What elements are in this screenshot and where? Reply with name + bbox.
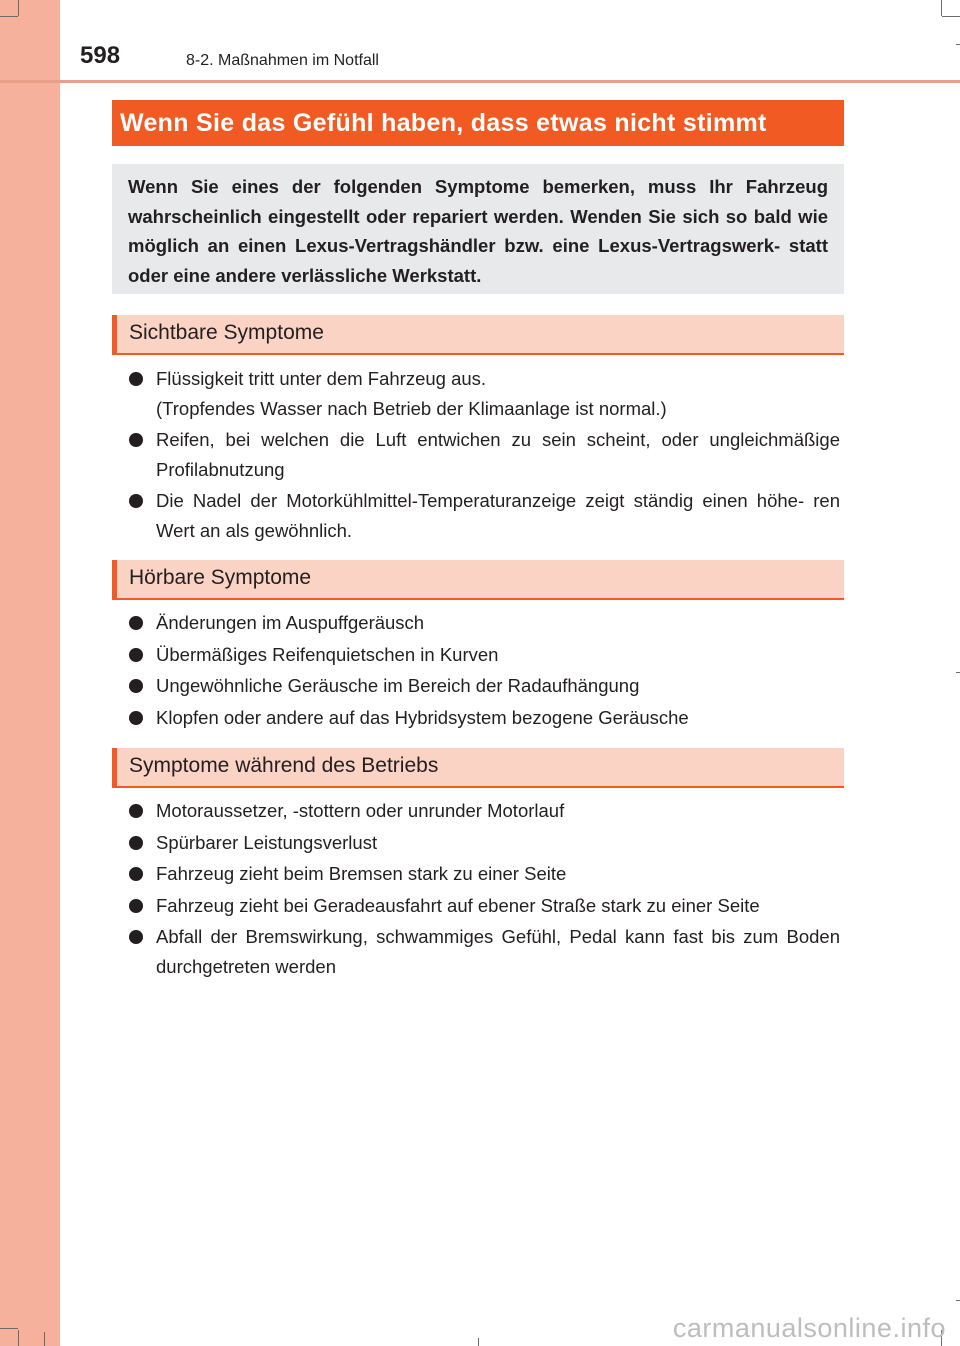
list-item: [128, 859, 840, 889]
section-heading-label: Sichtbare Symptome: [129, 321, 324, 344]
list-item: [128, 922, 840, 981]
item-text: Abfall der Bremswirkung, schwammiges Gefühl, Pedal kann fast bis zum Boden durchgetreten werden: [156, 926, 840, 977]
list-item: [128, 364, 840, 423]
bullet-icon: [129, 836, 143, 850]
crop-mark: [478, 1338, 479, 1346]
item-text: Übermäßiges Reifenquietschen in Kurven: [156, 643, 499, 665]
watermark-link[interactable]: carmanualsonline.info: [672, 1313, 946, 1343]
bullet-icon: [129, 494, 143, 508]
intro-box: [112, 164, 844, 294]
item-text: Änderungen im Auspuffgeräusch: [156, 612, 425, 633]
audible-symptoms-list: [128, 608, 840, 732]
bullet-icon: [129, 711, 143, 725]
visible-symptoms-list: [128, 364, 840, 545]
bullet-icon: [129, 648, 143, 662]
item-text: Ungewöhnliche Geräusche im Bereich der Radaufhängung: [156, 675, 640, 696]
crop-mark: [18, 0, 19, 16]
item-text: Fahrzeug zieht beim Bremsen stark zu einer Seite: [156, 863, 567, 884]
section-accent-bar: [112, 560, 117, 598]
section-heading-audible-symptoms: [112, 560, 844, 600]
crop-mark: [956, 44, 960, 45]
item-note: (Tropfendes Wasser nach Betrieb der Klimaanlage ist normal.): [156, 397, 667, 419]
crop-mark: [941, 0, 942, 16]
item-text: Die Nadel der Motorkühlmittel-Temperaturanzeige zeigt ständig einen höhe- ren Wert an als gewöhnlich.: [156, 490, 840, 541]
crop-mark: [0, 1328, 18, 1329]
list-item: [128, 486, 840, 545]
list-item: [128, 828, 840, 858]
list-item: [128, 703, 840, 733]
bullet-icon: [129, 899, 143, 913]
crop-mark: [18, 1330, 19, 1346]
intro-text: Wenn Sie eines der folgenden Symptome bemerken, muss Ihr Fahrzeug wahrscheinlich eingestellt oder repariert werden. Wenden Sie sich so bald wie möglich an einen Lexus-Vertragshändler bzw. eine Lexus-Vertragswerk- statt oder eine andere verlässliche Werkstatt.: [128, 176, 828, 286]
crop-mark: [44, 1332, 45, 1346]
chapter-title: 8-2. Maßnahmen im Notfall: [186, 52, 379, 69]
item-text: Klopfen oder andere auf das Hybridsystem bezogene Geräusche: [156, 706, 689, 728]
page-number: 598: [80, 42, 121, 69]
section-accent-bar: [112, 315, 117, 353]
item-text: Reifen, bei welchen die Luft entwichen zu sein scheint, oder ungleichmäßige Profilabnutzung: [156, 429, 840, 480]
crop-mark: [956, 1300, 960, 1301]
item-text: Spürbarer Leistungsverlust: [156, 831, 378, 853]
driving-symptoms-list: [128, 796, 840, 981]
bullet-icon: [129, 372, 143, 386]
bullet-icon: [129, 433, 143, 447]
main-title: Wenn Sie das Gefühl haben, dass etwas nicht stimmt: [112, 100, 844, 146]
bullet-icon: [129, 867, 143, 881]
header-rule: [0, 80, 960, 83]
section-heading-label: Hörbare Symptome: [129, 566, 312, 589]
bullet-icon: [129, 616, 143, 630]
bullet-icon: [129, 679, 143, 693]
list-item: [128, 671, 840, 701]
list-item: [128, 640, 840, 670]
bullet-icon: [129, 930, 143, 944]
item-text: Flüssigkeit tritt unter dem Fahrzeug aus.: [156, 368, 487, 389]
section-heading-visible-symptoms: [112, 315, 844, 355]
side-color-strip: [0, 0, 60, 1346]
crop-mark: [0, 16, 18, 17]
item-text: Motoraussetzer, -stottern oder unrunder Motorlauf: [156, 800, 565, 821]
item-text: Fahrzeug zieht bei Geradeausfahrt auf ebener Straße stark zu einer Seite: [156, 894, 760, 916]
list-item: [128, 425, 840, 484]
section-heading-label: Symptome während des Betriebs: [129, 754, 439, 777]
section-heading-driving-symptoms: [112, 748, 844, 788]
list-item: [128, 796, 840, 826]
list-item: [128, 608, 840, 638]
list-item: [128, 891, 840, 921]
section-accent-bar: [112, 748, 117, 786]
crop-mark: [942, 16, 960, 17]
crop-mark: [956, 672, 960, 673]
bullet-icon: [129, 804, 143, 818]
